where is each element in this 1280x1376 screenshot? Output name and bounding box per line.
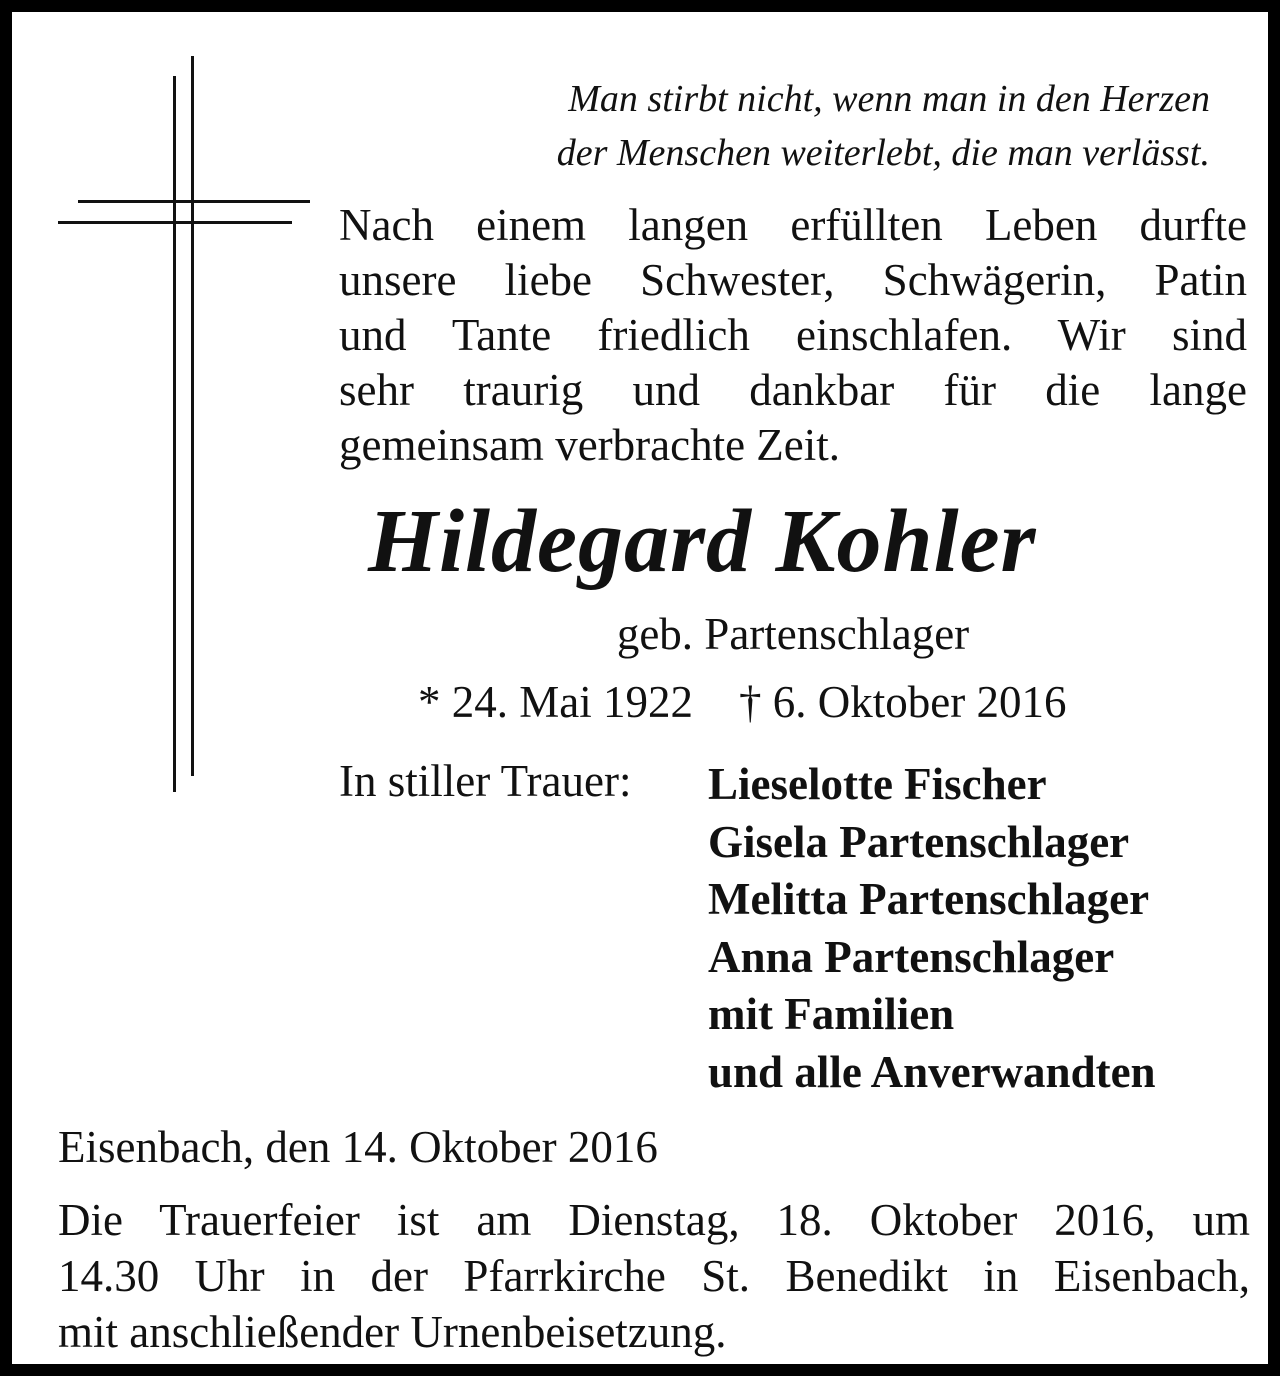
cross-horizontal-line-1 (78, 200, 310, 203)
ceremony-line: mit anschließender Urnenbeisetzung. (58, 1307, 727, 1357)
birth-name: geb. Partenschlager (616, 609, 970, 659)
intro-line: unsere liebe Schwester, Schwägerin, Patin (339, 255, 1247, 305)
place-and-date: Eisenbach, den 14. Oktober 2016 (58, 1122, 658, 1172)
quote-line: Man stirbt nicht, wenn man in den Herzen (568, 78, 1210, 120)
mourner-name: und alle Anverwandten (708, 1046, 1156, 1097)
intro-line: sehr traurig und dankbar für die lange (339, 365, 1247, 415)
life-dates (418, 677, 1066, 727)
intro-line: und Tante friedlich einschlafen. Wir sind (339, 310, 1247, 360)
mourner-name: Melitta Partenschlager (708, 874, 1150, 925)
death-date: † 6. Oktober 2016 (739, 677, 1067, 727)
mourner-name: Gisela Partenschlager (708, 816, 1130, 867)
intro-line: gemeinsam verbrachte Zeit. (339, 420, 841, 470)
deceased-name: Hildegard Kohler (368, 492, 1037, 591)
mourner-name: mit Familien (708, 989, 955, 1040)
mourner-name: Lieselotte Fischer (708, 759, 1047, 809)
quote-line: der Menschen weiterlebt, die man verlässt. (556, 132, 1210, 174)
mourner-name: Anna Partenschlager (708, 931, 1115, 982)
birth-date: * 24. Mai 1922 (418, 677, 693, 727)
intro-text (339, 198, 1247, 473)
memorial-quote (310, 72, 1210, 180)
cross-vertical-line-1 (173, 76, 176, 792)
ceremony-info (58, 1192, 1250, 1360)
ceremony-line: 14.30 Uhr in der Pfarrkirche St. Benedikt in Eisenbach, (58, 1251, 1250, 1301)
mourning-label: In stiller Trauer: (339, 756, 632, 806)
cross-horizontal-line-2 (58, 221, 292, 224)
intro-line: Nach einem langen erfüllten Leben durfte (339, 200, 1247, 250)
mourners-list (708, 756, 1156, 1102)
ceremony-line: Die Trauerfeier ist am Dienstag, 18. Oktober 2016, um (58, 1195, 1250, 1245)
cross-vertical-line-2 (191, 56, 194, 776)
